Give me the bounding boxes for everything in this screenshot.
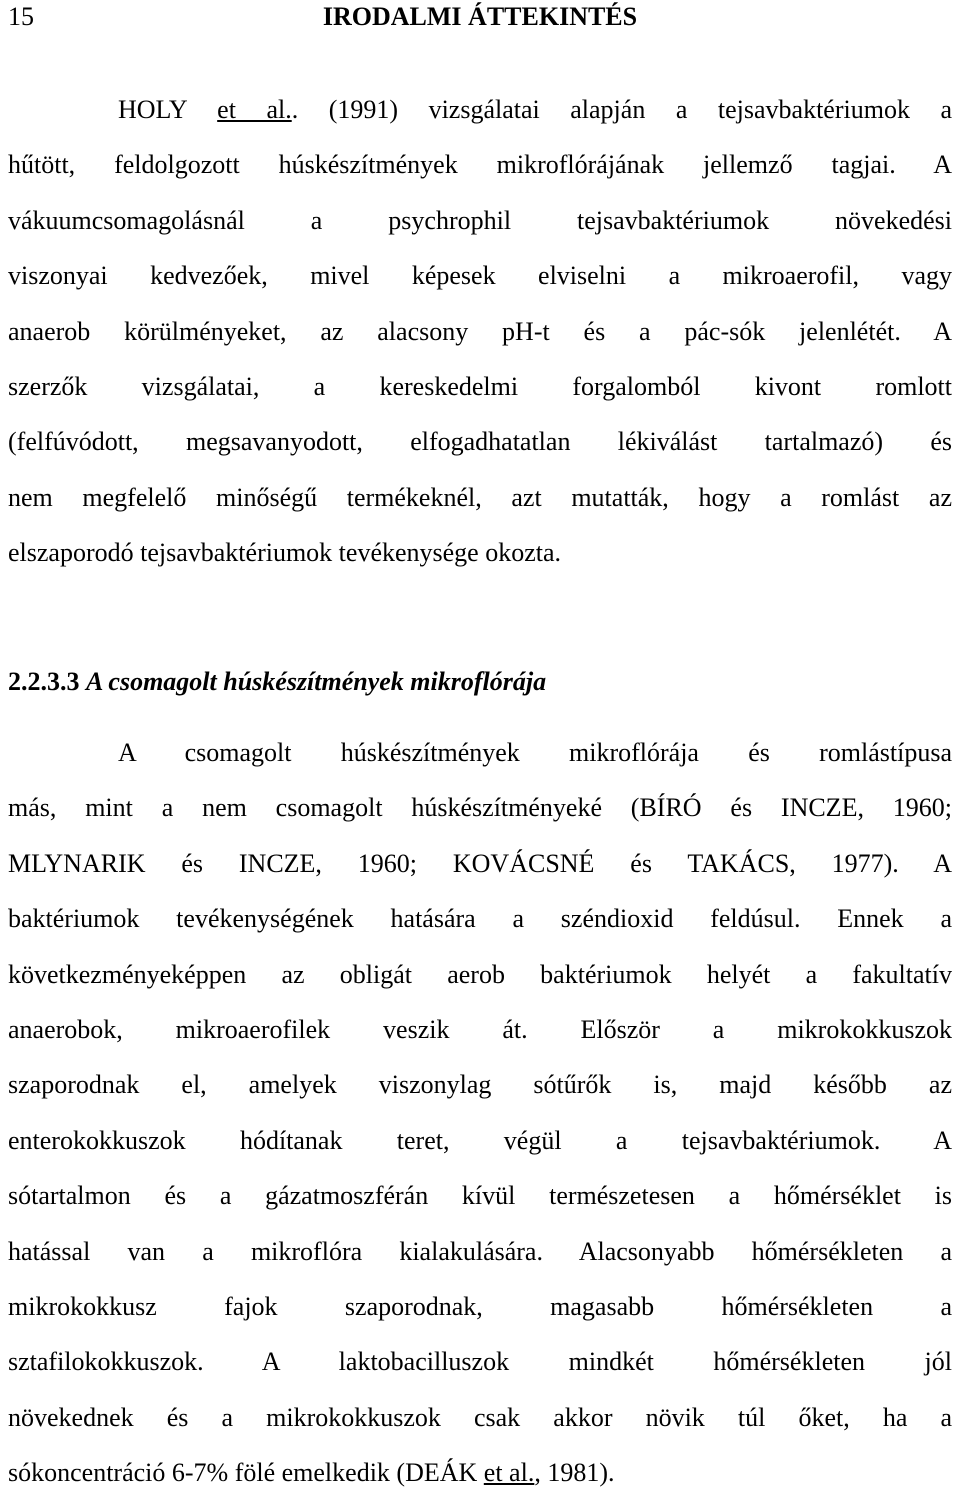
text-segment: viszonyai kedvezőek, mivel képesek elviselni a mikroaerofil, vagy	[8, 261, 952, 291]
text-segment: . (1991) vizsgálatai alapján a tejsavbaktériumok a	[291, 95, 952, 124]
text-segment: vákuumcsomagolásnál a psychrophil tejsavbaktériumok növekedési	[8, 205, 952, 235]
text-line	[118, 737, 952, 769]
text-line	[8, 482, 952, 514]
section-heading	[8, 666, 546, 698]
text-line	[8, 1346, 952, 1378]
text-line	[8, 1125, 952, 1157]
text-segment: nem megfelelő minőségű termékeknél, azt mutatták, hogy a romlást az	[8, 482, 952, 512]
text-segment: anaerob körülményeket, az alacsony pH-t és a pác-sók jelenlétét. A	[8, 316, 952, 346]
text-segment: elszaporodó tejsavbaktériumok tevékenysége okozta.	[8, 538, 562, 568]
text-segment: szaporodnak el, amelyek viszonylag sótűrők is, majd később az	[8, 1070, 952, 1100]
text-segment: más, mint a nem csomagolt húskészítményeké (BÍRÓ és INCZE, 1960;	[8, 793, 952, 823]
text-segment: baktériumok tevékenységének hatására a széndioxid feldúsul. Ennek a	[8, 904, 952, 934]
text-line	[8, 260, 952, 292]
text-segment: hűtött, feldolgozott húskészítmények mikroflórájának jellemző tagjai. A	[8, 150, 952, 180]
text-segment: , 1981).	[534, 1458, 615, 1488]
text-line	[8, 1236, 952, 1268]
text-line	[8, 1402, 952, 1434]
citation-et-al: et al.	[217, 95, 292, 124]
text-line	[8, 371, 952, 403]
text-segment: sókoncentráció 6-7% fölé emelkedik (DEÁK	[8, 1458, 484, 1488]
text-line	[8, 792, 952, 824]
citation-et-al: et al.	[483, 1458, 535, 1488]
text-line	[118, 94, 952, 126]
text-line	[8, 537, 952, 569]
text-segment: MLYNARIK és INCZE, 1960; KOVÁCSNÉ és TAKÁCS, 1977). A	[8, 848, 952, 878]
page-number: 15	[8, 2, 34, 31]
section-number: 2.2.3.3	[8, 667, 80, 696]
text-segment: sótartalmon és a gázatmoszférán kívül természetesen a hőmérséklet is	[8, 1181, 952, 1211]
text-segment: A csomagolt húskészítmények mikroflórája és romlástípusa	[118, 738, 952, 767]
text-segment: hatással van a mikroflóra kialakulására. Alacsonyabb hőmérsékleten a	[8, 1236, 952, 1266]
text-line	[8, 316, 952, 348]
text-line	[8, 1291, 952, 1323]
text-segment: növekednek és a mikrokokkuszok csak akkor növik túl őket, ha a	[8, 1402, 952, 1432]
text-segment: következményeképpen az obligát aerob baktériumok helyét a fakultatív	[8, 959, 952, 989]
text-line	[8, 1014, 952, 1046]
text-segment: szerzők vizsgálatai, a kereskedelmi forgalomból kivont romlott	[8, 372, 952, 401]
text-line	[8, 205, 952, 237]
text-line	[8, 1180, 952, 1212]
text-line	[8, 903, 952, 935]
text-segment: (felfúvódott, megsavanyodott, elfogadhatatlan lékiválást tartalmazó) és	[8, 427, 952, 457]
text-line	[8, 959, 952, 991]
text-line	[8, 1069, 952, 1101]
text-segment: anaerobok, mikroaerofilek veszik át. Először a mikrokokkuszok	[8, 1015, 952, 1044]
section-title: A csomagolt húskészítmények mikroflórája	[86, 667, 547, 696]
text-segment: mikrokokkusz fajok szaporodnak, magasabb hőmérsékleten a	[8, 1292, 952, 1321]
text-segment: HOLY	[118, 95, 218, 124]
text-line	[8, 1457, 952, 1489]
text-segment: sztafilokokkuszok. A laktobacilluszok mindkét hőmérsékleten jól	[8, 1347, 952, 1377]
text-line	[8, 149, 952, 181]
text-line	[8, 848, 952, 880]
text-line	[8, 426, 952, 458]
running-header-title: IRODALMI ÁTTEKINTÉS	[322, 2, 638, 31]
text-segment: enterokokkuszok hódítanak teret, végül a tejsavbaktériumok. A	[8, 1125, 952, 1155]
